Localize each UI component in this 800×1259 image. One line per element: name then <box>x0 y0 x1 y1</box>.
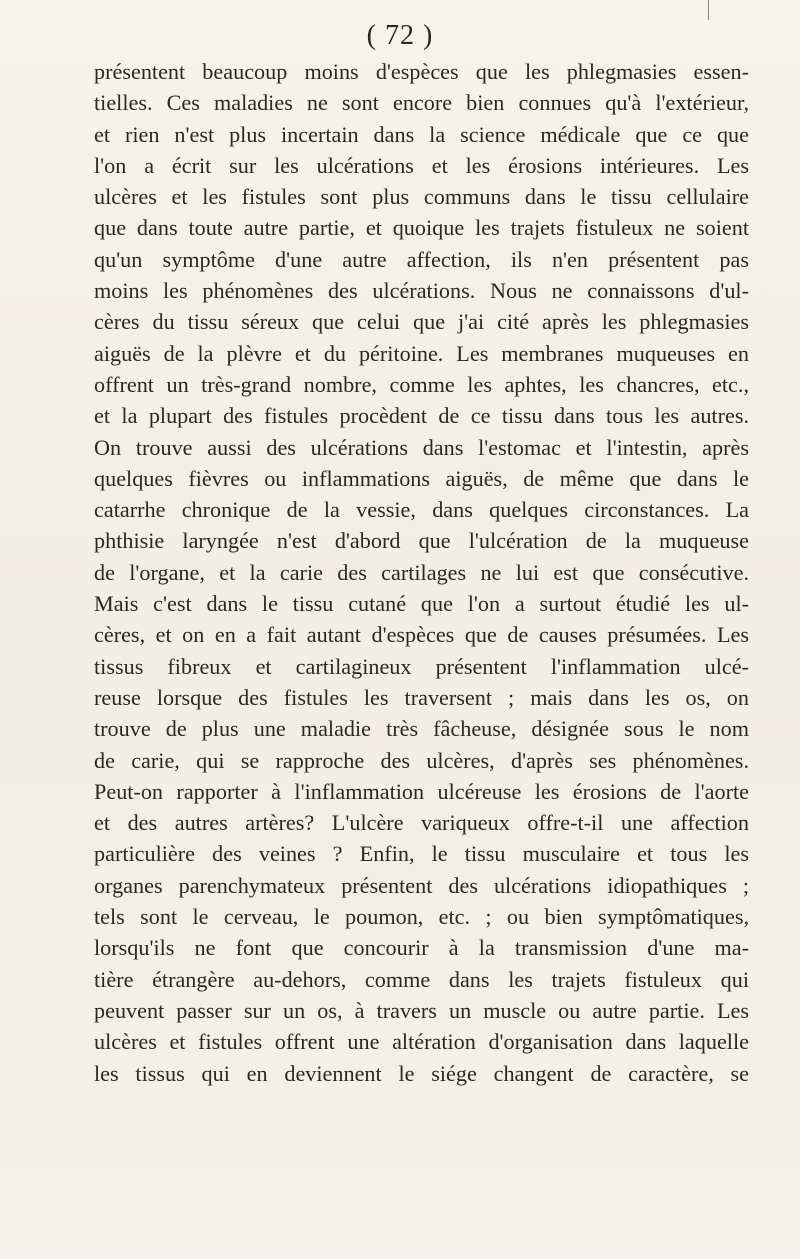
text-line: tielles. Ces maladies ne sont encore bien connues qu'à l'extérieur, <box>94 90 749 116</box>
text-line: lorsqu'ils ne font que concourir à la transmission d'une ma- <box>94 935 749 961</box>
text-line: et rien n'est plus incertain dans la science médicale que ce que <box>94 121 749 147</box>
text-line: particulière des veines ? Enfin, le tissu musculaire et tous les <box>94 841 749 867</box>
text-line: cères, et on en a fait autant d'espèces que de causes présumées. Les <box>94 622 749 648</box>
text-line: ulcères et fistules offrent une altération d'organisation dans laquelle <box>94 1029 749 1055</box>
text-line: quelques fièvres ou inflammations aiguës, de même que dans le <box>94 465 749 491</box>
text-line: tissus fibreux et cartilagineux présentent l'inflammation ulcé- <box>94 653 749 679</box>
text-line: et des autres artères? L'ulcère variqueux offre-t-il une affection <box>94 810 749 836</box>
text-line: que dans toute autre partie, et quoique les trajets fistuleux ne soient <box>94 215 749 241</box>
text-line: catarrhe chronique de la vessie, dans quelques circonstances. La <box>94 497 749 523</box>
text-line: trouve de plus une maladie très fâcheuse, désignée sous le nom <box>94 716 749 742</box>
text-line: l'on a écrit sur les ulcérations et les érosions intérieures. Les <box>94 152 749 178</box>
text-line: les tissus qui en deviennent le siége changent de caractère, se <box>94 1060 749 1086</box>
text-line: Peut-on rapporter à l'inflammation ulcéreuse les érosions de l'aorte <box>94 778 749 804</box>
text-line: phthisie laryngée n'est d'abord que l'ulcération de la muqueuse <box>94 528 749 554</box>
text-line: qu'un symptôme d'une autre affection, ils n'en présentent pas <box>94 246 749 272</box>
text-line: tière étrangère au-dehors, comme dans les trajets fistuleux qui <box>94 966 749 992</box>
text-line: reuse lorsque des fistules les traversent ; mais dans les os, on <box>94 684 749 710</box>
text-line: tels sont le cerveau, le poumon, etc. ; ou bien symptômatiques, <box>94 904 749 930</box>
text-line: aiguës de la plèvre et du péritoine. Les membranes muqueuses en <box>94 340 749 366</box>
text-line: organes parenchymateux présentent des ulcérations idiopathiques ; <box>94 872 749 898</box>
text-line: cères du tissu séreux que celui que j'ai cité après les phlegmasies <box>94 309 749 335</box>
text-line: ulcères et les fistules sont plus communs dans le tissu cellulaire <box>94 184 749 210</box>
body-text <box>94 56 749 1089</box>
text-line: On trouve aussi des ulcérations dans l'estomac et l'intestin, après <box>94 434 749 460</box>
text-line: de carie, qui se rapproche des ulcères, d'après ses phénomènes. <box>94 747 749 773</box>
text-line: présentent beaucoup moins d'espèces que les phlegmasies essen- <box>94 59 749 84</box>
text-line: peuvent passer sur un os, à travers un muscle ou autre partie. Les <box>94 997 749 1023</box>
text-line: offrent un très-grand nombre, comme les aphtes, les chancres, etc., <box>94 371 749 397</box>
text-line: et la plupart des fistules procèdent de ce tissu dans tous les autres. <box>94 403 749 429</box>
page-number: ( 72 ) <box>366 20 434 51</box>
text-line: Mais c'est dans le tissu cutané que l'on a surtout étudié les ul- <box>94 591 749 617</box>
page-mark <box>708 0 713 20</box>
text-line: moins les phénomènes des ulcérations. Nous ne connaissons d'ul- <box>94 278 749 304</box>
text-line: de l'organe, et la carie des cartilages ne lui est que consécutive. <box>94 559 749 585</box>
